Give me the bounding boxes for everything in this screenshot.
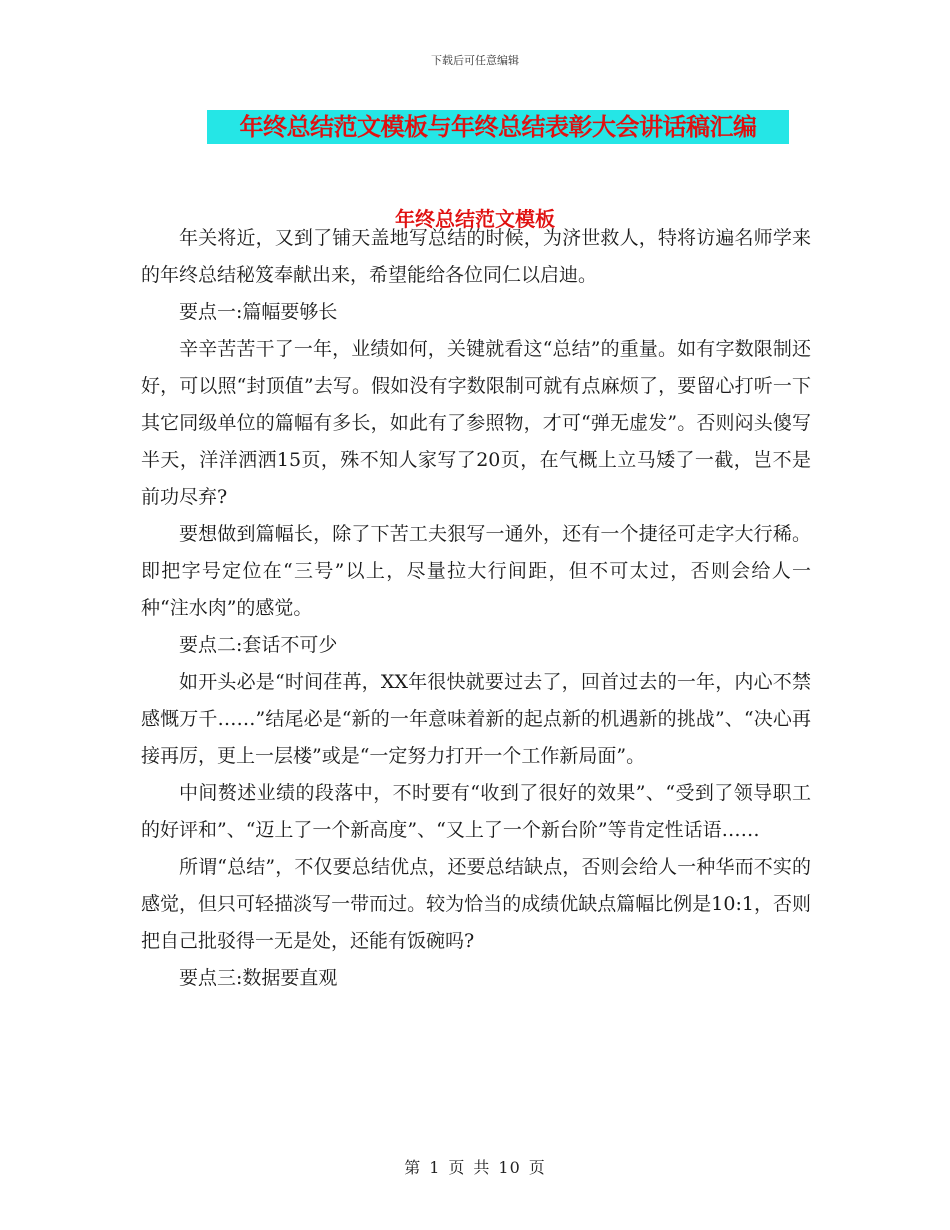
paragraph: 年关将近，又到了铺天盖地写总结的时候，为济世救人，特将访遍名师学来的年终总结秘笈奉献出来，希望能给各位同仁以启迪。 xyxy=(141,227,811,286)
total-word: 共 xyxy=(473,1158,491,1177)
page-word: 第 xyxy=(404,1158,422,1177)
page-number: 1 xyxy=(429,1158,441,1177)
page-unit: 页 xyxy=(448,1158,466,1177)
total-pages: 10 xyxy=(498,1158,521,1177)
paragraph: 所谓“总结”，不仅要总结优点，还要总结缺点，否则会给人一种华而不实的感觉，但只可轻描淡写一带而过。较为恰当的成绩优缺点篇幅比例是10:1，否则把自己批驳得一无是处，还能有饭碗吗? xyxy=(141,856,811,952)
header-note: 下载后可任意编辑 xyxy=(431,54,519,67)
section-title: 年终总结范文模板 xyxy=(395,207,555,231)
key-point-heading: 要点三:数据要直观 xyxy=(179,967,338,989)
paragraph: 中间赘述业绩的段落中，不时要有“收到了很好的效果”、“受到了领导职工的好评和”、“迈上了一个新高度”、“又上了一个新台阶”等肯定性话语…… xyxy=(141,782,811,841)
document-body xyxy=(141,220,811,997)
total-unit: 页 xyxy=(528,1158,546,1177)
document-title-highlight xyxy=(207,110,789,144)
paragraph: 如开头必是“时间荏苒，XX年很快就要过去了，回首过去的一年，内心不禁感慨万千……”结尾必是“新的一年意味着新的起点新的机遇新的挑战”、“决心再接再厉，更上一层楼”或是“一定努力打开一个工作新局面”。 xyxy=(141,671,811,767)
paragraph: 辛辛苦苦干了一年，业绩如何，关键就看这“总结”的重量。如有字数限制还好，可以照“封顶值”去写。假如没有字数限制可就有点麻烦了，要留心打听一下其它同级单位的篇幅有多长，如此有了参照物，才可“弹无虚发”。否则闷头傻写半天，洋洋洒洒15页，殊不知人家写了20页，在气概上立马矮了一截，岂不是前功尽弃? xyxy=(141,338,811,508)
key-point-heading: 要点一:篇幅要够长 xyxy=(179,301,338,323)
page-footer xyxy=(0,1155,950,1178)
document-title: 年终总结范文模板与年终总结表彰大会讲话稿汇编 xyxy=(207,110,789,144)
paragraph: 要想做到篇幅长，除了下苦工夫狠写一通外，还有一个捷径可走字大行稀。即把字号定位在“三号”以上，尽量拉大行间距，但不可太过，否则会给人一种“注水肉”的感觉。 xyxy=(141,523,811,619)
key-point-heading: 要点二:套话不可少 xyxy=(179,634,338,656)
